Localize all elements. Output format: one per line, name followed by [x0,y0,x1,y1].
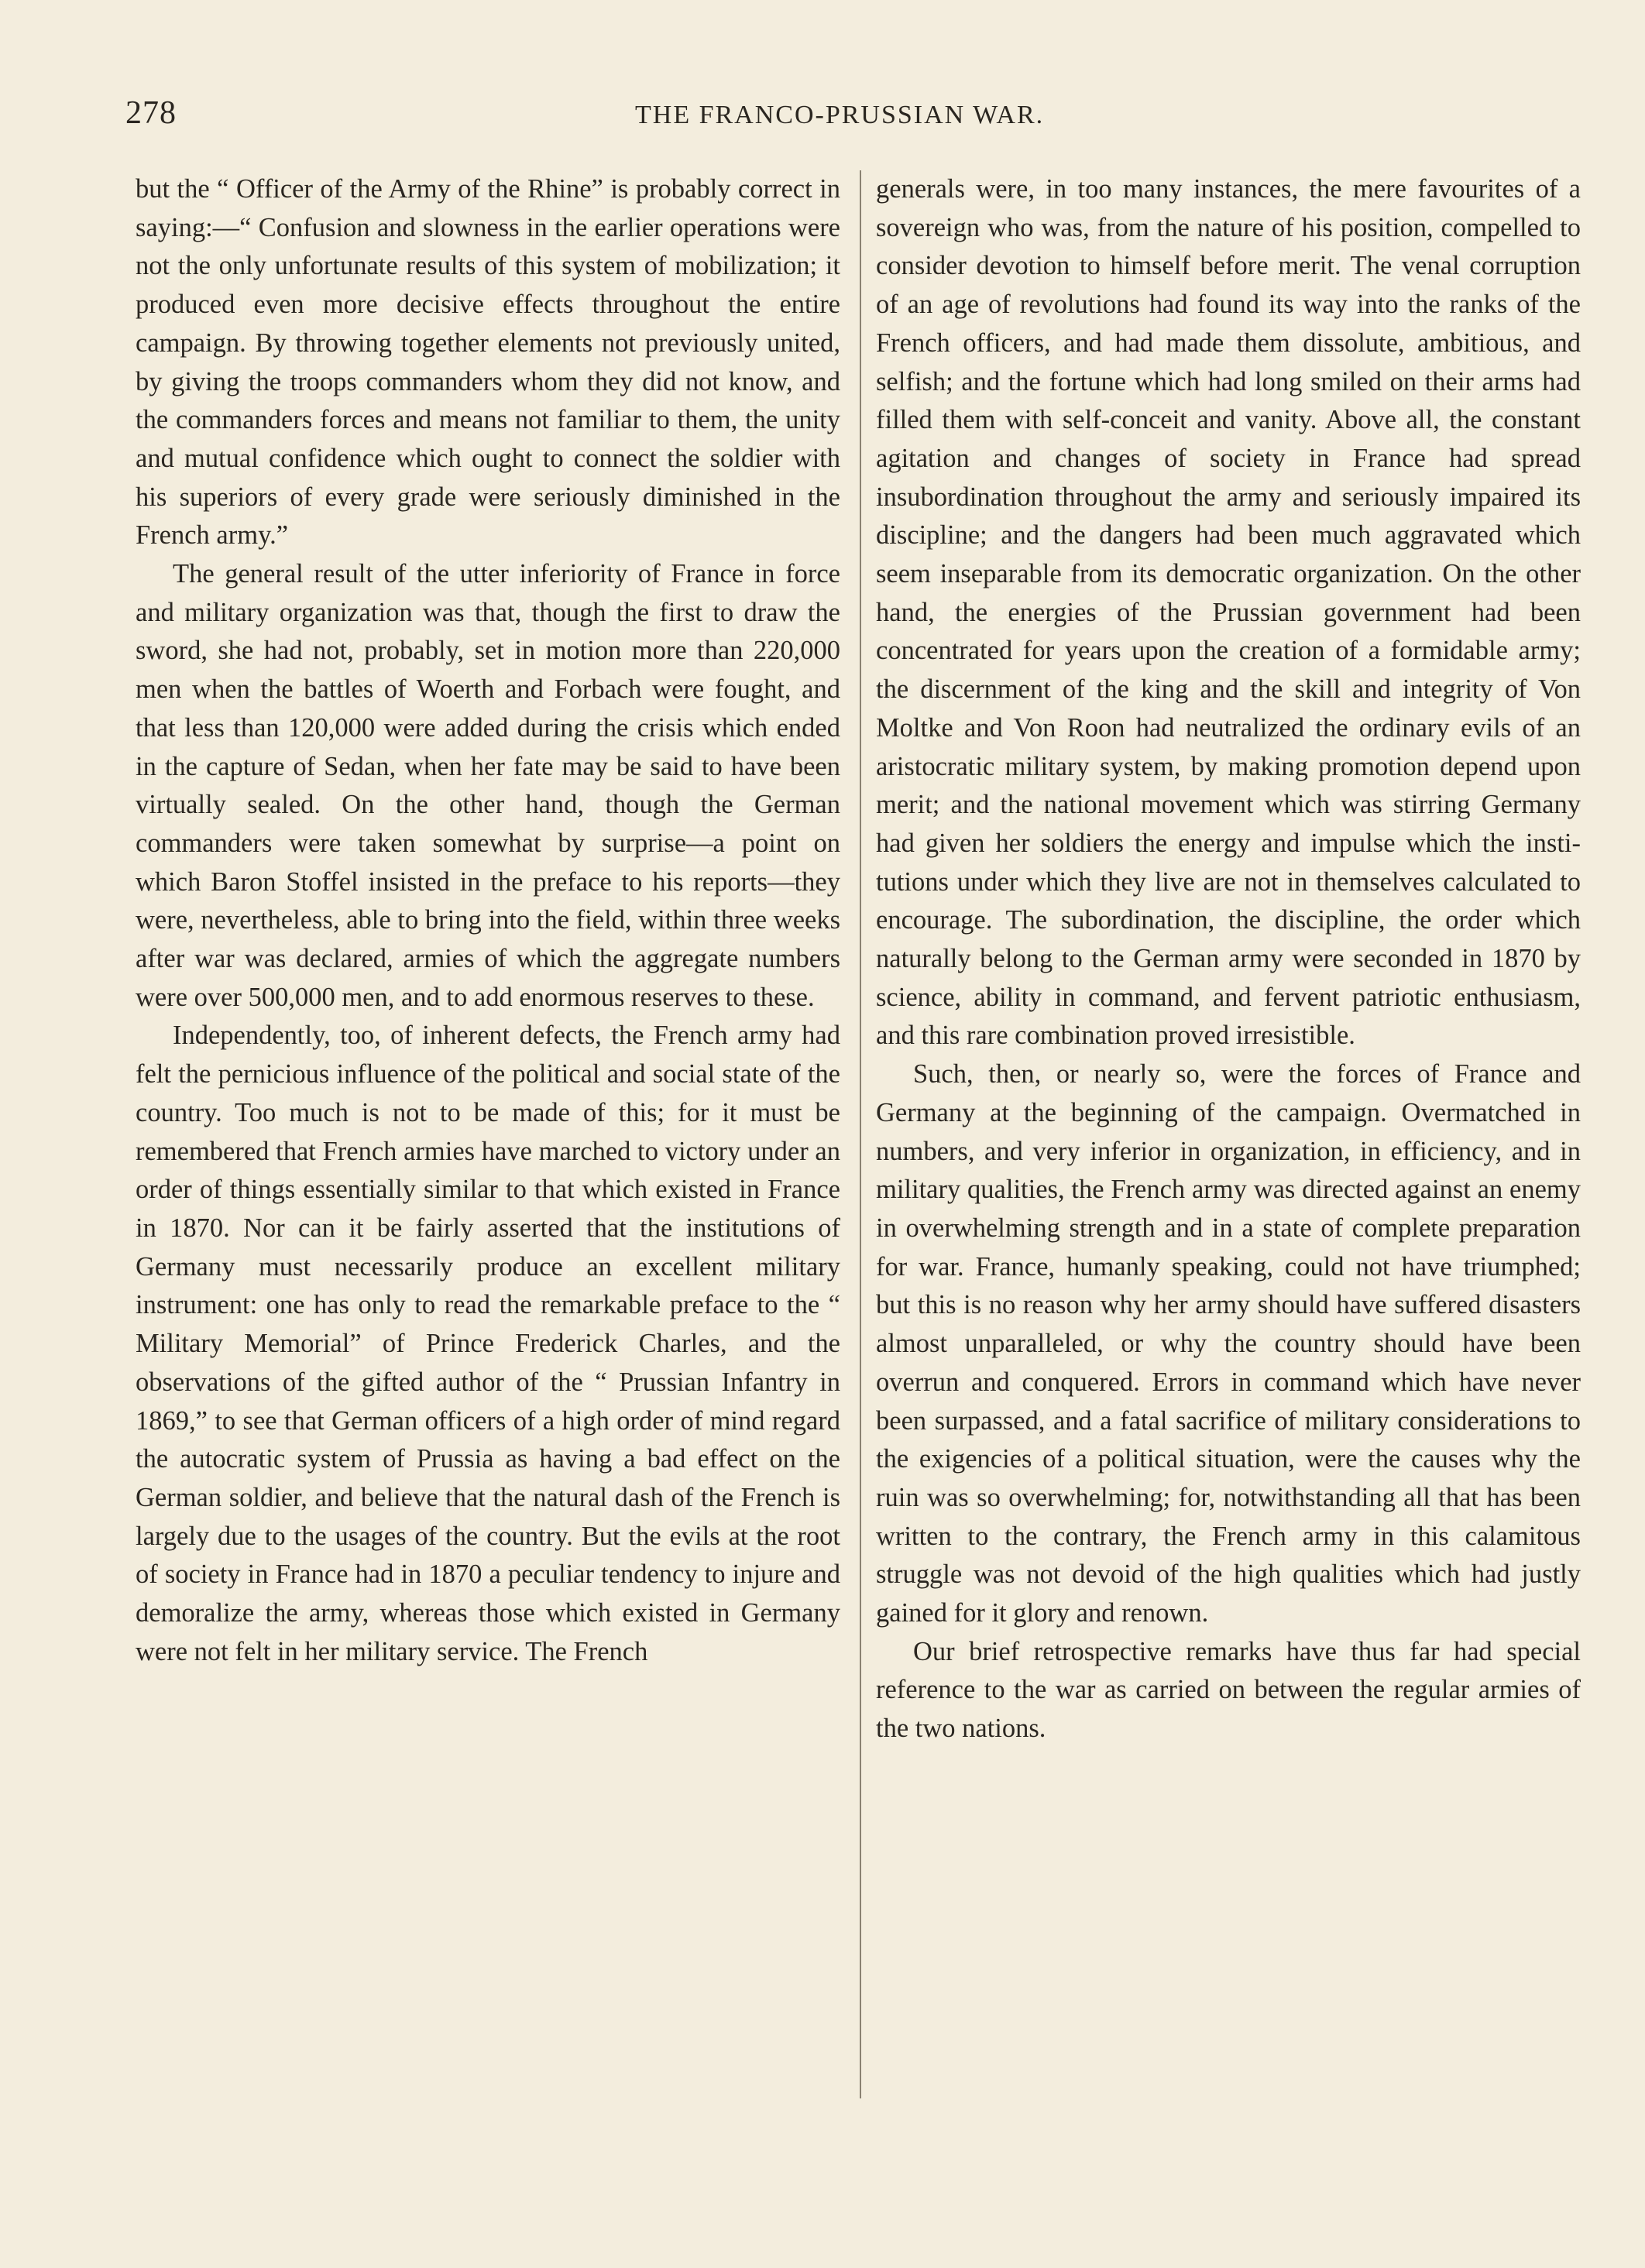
left-column [136,170,840,1671]
running-head: THE FRANCO-PRUSSIAN WAR. [635,101,1045,129]
right-paragraph-2: Such, then, or nearly so, were the forces of France and Germany at the beginning of the campaign. Overmatched in numbers, and very inferior in organization, in efficiency, and in military qualities, the French army was directed against an enemy in overwhelming strength and in a state of complete preparation for war. France, humanly speaking, could not have triumphed; but this is no reason why her army should have suffered disasters almost unparalleled, or why the country should have been overrun and conquered. Errors in command which have never been surpassed, and a fatal sacrifice of military considerations to the exigencies of a political situation, were the causes why the ruin was so overwhelming; for, notwithstanding all that has been written to the contrary, the French army in this calamitous struggle was not devoid of the high qualities which had justly gained for it glory and renown. [876,1059,1581,1628]
column-divider [860,170,861,2098]
right-paragraph-3: Our brief retrospective remarks have thus far had special reference to the war as carried on between the regular armies of the two nations. [876,1636,1581,1744]
right-column [876,170,1581,1748]
page-number: 278 [125,95,177,131]
right-paragraph-1: generals were, in too many instances, the mere favourites of a sovereign who was, from the nature of his position, compelled to consider devotion to himself before merit. The venal corruption of an age of revolutions had found its way into the ranks of the French officers, and had made them dissolute, ambitious, and selfish; and the fortune which had long smiled on their arms had filled them with self-conceit and vanity. Above all, the constant agitation and changes of society in France had spread insubordination throughout the army and seriously impaired its discipline; and the dangers had been much aggravated which seem inseparable from its democratic organization. On the other hand, the energies of the Prussian government had been concentrated for years upon the creation of a formidable army; the discernment of the king and the skill and integrity of Von Moltke and Von Roon had neutralized the ordinary evils of an aristocratic military system, by making promotion depend upon merit; and the national movement which was stirring Germany had given her soldiers the energy and impulse which the institutions under which they live are not in themselves calculated to encourage. The subordination, the discipline, the order which naturally belong to the German army were seconded in 1870 by science, ability in command, and fervent patriotic enthusiasm, and this rare combination proved irresistible. [876,174,1581,1051]
left-paragraph-3: Independently, too, of inherent defects, the French army had felt the pernicious influence of the political and social state of the country. Too much is not to be made of this; for it must be remembered that French armies have marched to victory under an order of things essentially similar to that which existed in France in 1870. Nor can it be fairly asserted that the institutions of Germany must necessarily produce an excellent military instrument: one has only to read the remarkable preface to the “ Military Memorial” of Prince Frederick Charles, and the observations of the gifted author of the “ Prussian Infantry in 1869,” to see that German officers of a high order of mind regard the autocratic system of Prussia as having a bad effect on the German soldier, and believe that the natural dash of the French is largely due to the usages of the country. But the evils at the root of society in France had in 1870 a peculiar tendency to injure and demoralize the army, whereas those which existed in Germany were not felt in her military service. The French [136,1021,840,1666]
left-paragraph-1: but the “ Officer of the Army of the Rhine” is probably correct in saying:—“ Confusion and slowness in the earlier operations were not the only unfortunate results of this system of mobilization; it produced even more decisive effects throughout the entire campaign. By throwing together elements not previously united, by giving the troops commanders whom they did not know, and the commanders forces and means not familiar to them, the unity and mutual confidence which ought to connect the soldier with his superiors of every grade were seriously diminished in the French army.” [136,174,840,551]
left-paragraph-2: The general result of the utter inferiority of France in force and military organization was that, though the first to draw the sword, she had not, probably, set in motion more than 220,000 men when the battles of Woerth and Forbach were fought, and that less than 120,000 were added during the crisis which ended in the capture of Sedan, when her fate may be said to have been virtually sealed. On the other hand, though the German commanders were taken somewhat by surprise—a point on which Baron Stoffel insisted in the preface to his reports—they were, nevertheless, able to bring into the field, within three weeks after war was declared, armies of which the aggregate numbers were over 500,000 men, and to add enormous reserves to these. [136,559,840,1012]
